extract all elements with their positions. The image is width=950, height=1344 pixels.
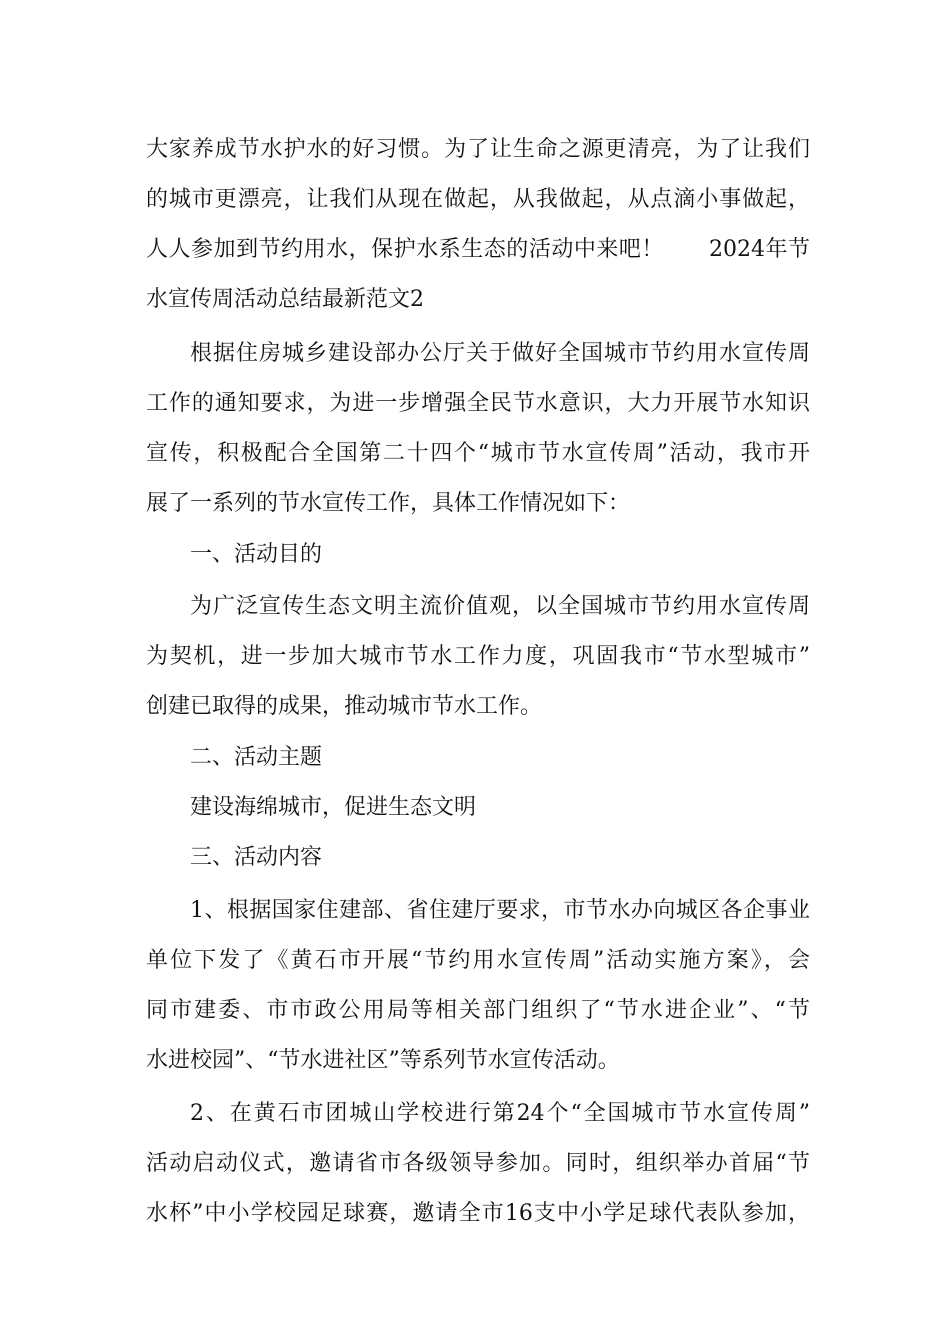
- section-heading: 三、活动内容: [190, 845, 323, 870]
- paragraph-line: 大家养成节水护水的好习惯。为了让生命之源更清亮，为了让我们: [146, 137, 810, 162]
- paragraph-line: 同市建委、市市政公用局等相关部门组织了“节水进企业”、“节: [146, 998, 810, 1023]
- paragraph-line: 水进校园”、“节水进社区”等系列节水宣传活动。: [146, 1048, 620, 1073]
- paragraph-line: 建设海绵城市，促进生态文明: [190, 795, 477, 820]
- paragraph-line: 为广泛宣传生态文明主流价值观，以全国城市节约用水宣传周: [190, 594, 810, 619]
- paragraph-line: 人人参加到节约用水，保护水系生态的活动中来吧！ 2024年节: [146, 237, 810, 262]
- paragraph-line: 为契机，进一步加大城市节水工作力度，巩固我市“节水型城市”: [146, 644, 810, 669]
- paragraph-line: 1、根据国家住建部、省住建厅要求，市节水办向城区各企事业: [190, 898, 810, 923]
- paragraph-line: 水宣传周活动总结最新范文2: [146, 287, 424, 312]
- section-heading: 二、活动主题: [190, 745, 323, 770]
- paragraph-line: 水杯”中小学校园足球赛，邀请全市16支中小学足球代表队参加，: [146, 1201, 810, 1226]
- paragraph-line: 的城市更漂亮，让我们从现在做起，从我做起，从点滴小事做起，: [146, 187, 810, 212]
- paragraph-line: 工作的通知要求，为进一步增强全民节水意识，大力开展节水知识: [146, 391, 810, 416]
- paragraph-line: 单位下发了《黄石市开展“节约用水宣传周”活动实施方案》，会: [146, 948, 810, 973]
- paragraph-line: 创建已取得的成果，推动城市节水工作。: [146, 694, 543, 719]
- paragraph-line: 宣传，积极配合全国第二十四个“城市节水宣传周”活动，我市开: [146, 441, 810, 466]
- paragraph-line: 根据住房城乡建设部办公厅关于做好全国城市节约用水宣传周: [190, 341, 810, 366]
- paragraph-line: 2、在黄石市团城山学校进行第24个“全国城市节水宣传周”: [190, 1101, 810, 1126]
- paragraph-line: 活动启动仪式，邀请省市各级领导参加。同时，组织举办首届“节: [146, 1151, 810, 1176]
- section-heading: 一、活动目的: [190, 542, 323, 567]
- paragraph-line: 展了一系列的节水宣传工作，具体工作情况如下：: [146, 491, 631, 516]
